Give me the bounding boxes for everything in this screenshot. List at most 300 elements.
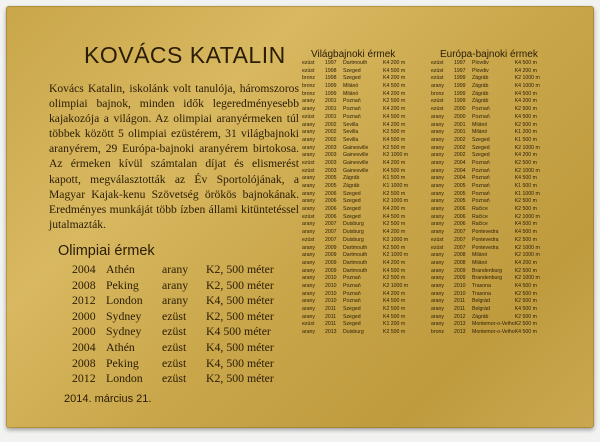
world-city: Dartmouth (343, 244, 368, 251)
europe-medal-row (431, 83, 546, 91)
europe-medal: arany (431, 221, 444, 228)
world-event: K1 1000 m (383, 183, 409, 189)
world-event: K4 200 m (383, 60, 406, 66)
world-medal: arany (302, 275, 315, 282)
world-year: 2009 (325, 267, 337, 274)
world-city: Milánó (343, 90, 359, 97)
europe-medal-row (431, 129, 546, 137)
world-event: K2 500 m (383, 329, 406, 336)
europe-medal-row (431, 229, 546, 237)
world-city: Milánó (343, 83, 359, 90)
world-year: 1998 (325, 75, 337, 82)
europe-city: Plovdiv (472, 67, 489, 74)
olympic-city: London (106, 371, 143, 386)
world-medal-row (302, 260, 414, 268)
world-year: 1998 (325, 67, 337, 74)
world-year: 1997 (325, 60, 337, 66)
europe-year: 2013 (454, 329, 466, 336)
olympic-city: Athén (106, 339, 135, 354)
memorial-plaque (6, 6, 594, 428)
world-event: K2 500 m (383, 144, 406, 151)
europe-medal: arany (431, 113, 444, 120)
world-medal-row (302, 221, 414, 229)
world-medal: ezüst (302, 236, 315, 243)
europe-medal-row (431, 60, 546, 68)
olympic-medal: arany (162, 277, 189, 292)
europe-medal-row (431, 168, 546, 176)
world-medal: ezüst (302, 67, 315, 74)
world-event: K4 500 m (383, 267, 406, 274)
europe-event: K2 500 m (514, 159, 537, 166)
europe-year: 2011 (454, 306, 466, 312)
europe-event: K4 500 m (514, 90, 537, 97)
olympic-city: Sydney (106, 324, 142, 339)
olympic-medal-row (72, 356, 274, 372)
europe-event: K4 500 m (514, 221, 537, 228)
world-medal: ezüst (302, 113, 315, 120)
europe-year: 2004 (454, 167, 466, 174)
europe-year: 2001 (454, 129, 466, 136)
europe-year: 2012 (454, 313, 466, 320)
europe-city: Zágráb (472, 98, 489, 105)
world-city: Poznań (343, 106, 361, 113)
world-medal: arany (302, 198, 315, 205)
world-year: 2003 (325, 167, 337, 174)
world-city: Duisburg (343, 229, 364, 236)
europe-medal-row (431, 191, 546, 199)
olympic-medal-row (72, 278, 274, 294)
europe-medals-heading: Európa-bajnoki érmek (440, 49, 538, 60)
europe-medal-row (431, 214, 546, 222)
world-medal-row (302, 83, 414, 91)
europe-medal-row (431, 106, 546, 114)
europe-city: Poznań (472, 106, 490, 113)
europe-medal-row (431, 183, 546, 191)
world-medal-row (302, 229, 414, 237)
europe-medal: arany (431, 229, 444, 236)
world-event: K2 500 m (383, 275, 406, 282)
world-city: Dartmouth (343, 267, 368, 274)
world-medal: ezüst (302, 213, 315, 220)
world-medal: arany (302, 144, 315, 151)
olympic-medal-row (72, 309, 274, 325)
europe-city: Trasona (472, 282, 491, 289)
world-event: K4 200 m (383, 259, 406, 266)
world-medal: arany (302, 229, 315, 236)
world-city: Szeged (343, 67, 361, 74)
europe-medal-row (431, 329, 546, 337)
europe-medal: ezüst (431, 244, 444, 251)
world-city: Dartmouth (343, 252, 368, 259)
world-medal-row (302, 160, 414, 168)
europe-year: 1997 (454, 60, 466, 66)
world-medal-row (302, 291, 414, 299)
world-medal-row (302, 314, 414, 322)
olympic-medal-row (72, 293, 274, 309)
world-medal: ezüst (302, 321, 315, 328)
world-event: K2 500 m (383, 221, 406, 228)
europe-medal: arany (431, 298, 444, 305)
europe-year: 2005 (454, 183, 466, 189)
europe-year: 1999 (454, 75, 466, 82)
world-year: 2006 (325, 198, 337, 205)
europe-year: 2010 (454, 282, 466, 289)
europe-year: 2006 (454, 206, 466, 213)
olympic-medal-row (72, 262, 274, 278)
world-medal-row (302, 245, 414, 253)
europe-year: 2000 (454, 113, 466, 120)
europe-medal: arany (431, 275, 444, 282)
olympic-medal: ezüst (162, 355, 187, 370)
world-medal: arany (302, 129, 315, 136)
europe-event: K2 1000 m (514, 275, 540, 282)
world-year: 1999 (325, 90, 337, 97)
world-medal: arany (302, 190, 315, 197)
world-event: K2 1000 m (383, 152, 409, 159)
olympic-city: Peking (106, 355, 139, 370)
europe-medal-row (431, 145, 546, 153)
world-city: Dartmouth (343, 259, 368, 266)
world-medal: arany (302, 282, 315, 289)
world-city: Sevilla (343, 136, 359, 143)
world-medal: bronz (302, 75, 315, 82)
europe-city: Belgrád (472, 306, 490, 312)
europe-city: Poznań (472, 175, 490, 182)
europe-event: K2 1000 m (514, 213, 540, 220)
world-city: Szeged (343, 198, 361, 205)
world-year: 2002 (325, 121, 337, 128)
world-year: 2005 (325, 183, 337, 189)
world-medal: arany (302, 252, 315, 259)
world-event: K4 200 m (383, 229, 406, 236)
world-event: K2 500 m (383, 190, 406, 197)
plaque-title: KOVÁCS KATALIN (84, 42, 286, 68)
europe-year: 2007 (454, 229, 466, 236)
world-medal-row (302, 283, 414, 291)
europe-year: 2009 (454, 275, 466, 282)
europe-medal: arany (431, 121, 444, 128)
europe-event: K2 1000 m (514, 144, 540, 151)
world-city: Sevilla (343, 121, 359, 128)
world-medal-row (302, 198, 414, 206)
world-medal: bronz (302, 90, 315, 97)
world-event: K4 500 m (383, 113, 406, 120)
world-event: K2 1000 m (383, 252, 409, 259)
world-medal: arany (302, 290, 315, 297)
world-event: K4 200 m (383, 159, 406, 166)
europe-event: K2 500 m (514, 198, 537, 205)
olympic-year: 2008 (72, 355, 96, 370)
world-medal-row (302, 75, 414, 83)
europe-year: 2011 (454, 298, 466, 305)
world-event: K4 500 m (383, 136, 406, 143)
world-medal: arany (302, 152, 315, 159)
europe-city: Montemor-o-Velho (472, 329, 515, 336)
world-city: Duisburg (343, 236, 364, 243)
europe-city: Zágráb (472, 83, 489, 90)
europe-medal: arany (431, 206, 444, 213)
europe-medal: ezüst (431, 98, 444, 105)
world-medal: arany (302, 244, 315, 251)
europe-event: K1 500 m (514, 183, 537, 189)
olympic-city: Sydney (106, 308, 142, 323)
europe-event: K2 1000 m (514, 244, 540, 251)
europe-medal: bronz (431, 90, 444, 97)
europe-event: K4 500 m (514, 113, 537, 120)
europe-medal-row (431, 221, 546, 229)
europe-event: K4 200 m (514, 67, 537, 74)
world-city: Poznań (343, 282, 361, 289)
europe-medal: ezüst (431, 75, 444, 82)
europe-year: 2004 (454, 159, 466, 166)
europe-city: Brandenburg (472, 267, 502, 274)
europe-medal: arany (431, 313, 444, 320)
europe-year: 2010 (454, 290, 466, 297)
europe-year: 1999 (454, 83, 466, 90)
olympic-event: K4 500 méter (206, 324, 271, 339)
world-event: K2 500 m (383, 244, 406, 251)
world-medal: arany (302, 206, 315, 213)
europe-medal: arany (431, 290, 444, 297)
europe-medal-row (431, 122, 546, 130)
world-medal: arany (302, 183, 315, 189)
world-medal-row (302, 329, 414, 337)
world-event: K4 200 m (383, 106, 406, 113)
europe-medal-row (431, 298, 546, 306)
olympic-medals-heading: Olimpiai érmek (58, 243, 155, 259)
world-event: K1 500 m (383, 175, 406, 182)
world-event: K2 500 m (383, 129, 406, 136)
world-event: K2 1000 m (383, 236, 409, 243)
olympic-medal-row (72, 340, 274, 356)
world-event: K2 500 m (383, 306, 406, 312)
biography-paragraph: Kovács Katalin, iskolánk volt tanulója, háromszoros olimpiai bajnok, minden idők legeredményesebb kajakozója a világon. Az olimpiai aranyérmeken túl többek között 5 olimpiai ezüstérem, 31 világbajnoki aranyérem, 29 Európa-bajnoki aranyérem birtokosa. Az érmeken kívül számtalan díjat és elismerést kapott, megválasztották az Év Sportolójának, a Magyar Kajak-kenu Szövetség örökös bajnokának. Eredményes munkáját több ízben állami kitüntetéssel jutalmazták. (49, 82, 299, 231)
europe-city: Pontevedra (472, 229, 499, 236)
olympic-year: 2012 (72, 293, 96, 308)
world-medal: arany (302, 298, 315, 305)
olympic-year: 2000 (72, 324, 96, 339)
world-medal-row (302, 206, 414, 214)
world-medal-row (302, 191, 414, 199)
world-year: 2006 (325, 206, 337, 213)
europe-city: Pontevedra (472, 236, 499, 243)
europe-city: Milánó (472, 259, 488, 266)
world-event: K4 500 m (383, 67, 406, 74)
europe-year: 2002 (454, 136, 466, 143)
world-year: 2010 (325, 275, 337, 282)
world-medals-table (302, 60, 414, 337)
olympic-medal: ezüst (162, 339, 187, 354)
olympic-event: K2, 500 méter (206, 277, 274, 292)
europe-event: K2 500 m (514, 206, 537, 213)
world-medal: ezüst (302, 159, 315, 166)
europe-city: Brandenburg (472, 275, 502, 282)
europe-medal-row (431, 275, 546, 283)
world-city: Gainesville (343, 159, 369, 166)
world-year: 2013 (325, 329, 337, 336)
world-medal-row (302, 175, 414, 183)
olympic-event: K2, 500 méter (206, 262, 274, 276)
world-year: 2011 (325, 313, 337, 320)
world-city: Dartmouth (343, 60, 368, 66)
europe-city: Szeged (472, 152, 490, 159)
europe-medal: arany (431, 321, 444, 328)
world-city: Szeged (343, 75, 361, 82)
europe-medal: ezüst (431, 67, 444, 74)
olympic-medal-row (72, 324, 274, 340)
world-city: Szeged (343, 190, 361, 197)
world-year: 2007 (325, 236, 337, 243)
europe-medal: arany (431, 252, 444, 259)
europe-medal-row (431, 206, 546, 214)
europe-event: K4 200 m (514, 259, 537, 266)
europe-city: Montemor-o-Velho (472, 321, 515, 328)
world-event: K4 200 m (383, 75, 406, 82)
europe-medal-row (431, 252, 546, 260)
europe-event: K2 500 m (514, 267, 537, 274)
europe-city: Belgrád (472, 298, 490, 305)
olympic-medal: ezüst (162, 308, 187, 323)
olympic-medals-table (72, 262, 274, 387)
europe-medal: arany (431, 190, 444, 197)
europe-event: K2 500 m (514, 290, 537, 297)
europe-medal: arany (431, 198, 444, 205)
europe-medal-row (431, 245, 546, 253)
world-year: 2009 (325, 244, 337, 251)
world-year: 2001 (325, 98, 337, 105)
world-medal-row (302, 298, 414, 306)
olympic-medal: ezüst (162, 324, 187, 339)
world-year: 2001 (325, 113, 337, 120)
world-city: Poznań (343, 298, 361, 305)
europe-year: 2005 (454, 190, 466, 197)
europe-city: Milánó (472, 129, 488, 136)
europe-city: Poznań (472, 198, 490, 205)
world-year: 2010 (325, 282, 337, 289)
world-year: 2001 (325, 106, 337, 113)
world-event: K1 200 m (383, 321, 406, 328)
europe-medal: ezüst (431, 60, 444, 66)
world-year: 2011 (325, 306, 337, 312)
europe-year: 2006 (454, 221, 466, 228)
europe-event: K2 500 m (514, 236, 537, 243)
europe-city: Szeged (472, 144, 490, 151)
world-medal: arany (302, 313, 315, 320)
world-event: K2 500 m (383, 98, 406, 105)
europe-city: Račice (472, 206, 488, 213)
europe-event: K2 500 m (514, 106, 537, 113)
europe-event: K2 1000 m (514, 167, 540, 174)
olympic-year: 2004 (72, 339, 96, 354)
world-medal-row (302, 137, 414, 145)
europe-medal: arany (431, 183, 444, 189)
world-medal: arany (302, 306, 315, 312)
europe-year: 1997 (454, 67, 466, 74)
europe-medal: arany (431, 213, 444, 220)
europe-event: K4 200 m (514, 98, 537, 105)
europe-medal: arany (431, 259, 444, 266)
world-medal: arany (302, 106, 315, 113)
world-medal-row (302, 168, 414, 176)
europe-city: Trasona (472, 290, 491, 297)
world-city: Duisburg (343, 329, 364, 336)
europe-medal: arany (431, 152, 444, 159)
world-medal: ezüst (302, 60, 315, 66)
europe-year: 2002 (454, 152, 466, 159)
europe-medal: arany (431, 129, 444, 136)
europe-year: 2013 (454, 321, 466, 328)
europe-year: 2007 (454, 236, 466, 243)
europe-year: 2004 (454, 175, 466, 182)
europe-year: 2009 (454, 267, 466, 274)
europe-event: K1 500 m (514, 136, 537, 143)
europe-event: K4 500 m (514, 329, 537, 336)
world-medal-row (302, 145, 414, 153)
world-medal: arany (302, 175, 315, 182)
europe-event: K2 500 m (514, 298, 537, 305)
europe-medal-row (431, 68, 546, 76)
europe-event: K4 500 m (514, 306, 537, 312)
world-event: K4 200 m (383, 90, 406, 97)
europe-medal: arany (431, 282, 444, 289)
europe-city: Zágráb (472, 313, 489, 320)
world-city: Sevilla (343, 129, 359, 136)
world-medal: ezüst (302, 167, 315, 174)
europe-medal: arany (431, 175, 444, 182)
europe-medal: arany (431, 83, 444, 90)
europe-medal-row (431, 260, 546, 268)
europe-medal-row (431, 137, 546, 145)
world-city: Gainesville (343, 152, 369, 159)
world-event: K2 1000 m (383, 198, 409, 205)
europe-medal: arany (431, 267, 444, 274)
olympic-medal-row (72, 371, 274, 387)
europe-medal-row (431, 291, 546, 299)
europe-event: K4 1000 m (514, 83, 540, 90)
europe-city: Plovdiv (472, 60, 489, 66)
europe-city: Milánó (472, 252, 488, 259)
olympic-event: K2, 500 méter (206, 308, 274, 323)
world-year: 2003 (325, 152, 337, 159)
biography-text (49, 81, 299, 232)
olympic-event: K2, 500 méter (206, 371, 274, 386)
world-medal: arany (302, 221, 315, 228)
europe-year: 1999 (454, 98, 466, 105)
europe-city: Szeged (472, 136, 490, 143)
world-year: 2011 (325, 321, 337, 328)
world-medal-row (302, 252, 414, 260)
europe-year: 2008 (454, 252, 466, 259)
europe-medals-table (431, 60, 546, 337)
europe-event: K1 1000 m (514, 190, 540, 197)
world-event: K4 200 m (383, 290, 406, 297)
world-medal-row (302, 275, 414, 283)
world-medal-row (302, 268, 414, 276)
world-event: K2 1000 m (383, 282, 409, 289)
olympic-year: 2008 (72, 277, 96, 292)
world-medal-row (302, 91, 414, 99)
world-medal: arany (302, 121, 315, 128)
olympic-medal: arany (162, 293, 189, 308)
europe-medal: arany (431, 159, 444, 166)
world-medal: arany (302, 98, 315, 105)
world-year: 2007 (325, 221, 337, 228)
europe-year: 2002 (454, 144, 466, 151)
olympic-event: K4, 500 méter (206, 293, 274, 308)
europe-city: Račice (472, 213, 488, 220)
olympic-event: K4, 500 méter (206, 339, 274, 354)
europe-year: 2005 (454, 198, 466, 205)
